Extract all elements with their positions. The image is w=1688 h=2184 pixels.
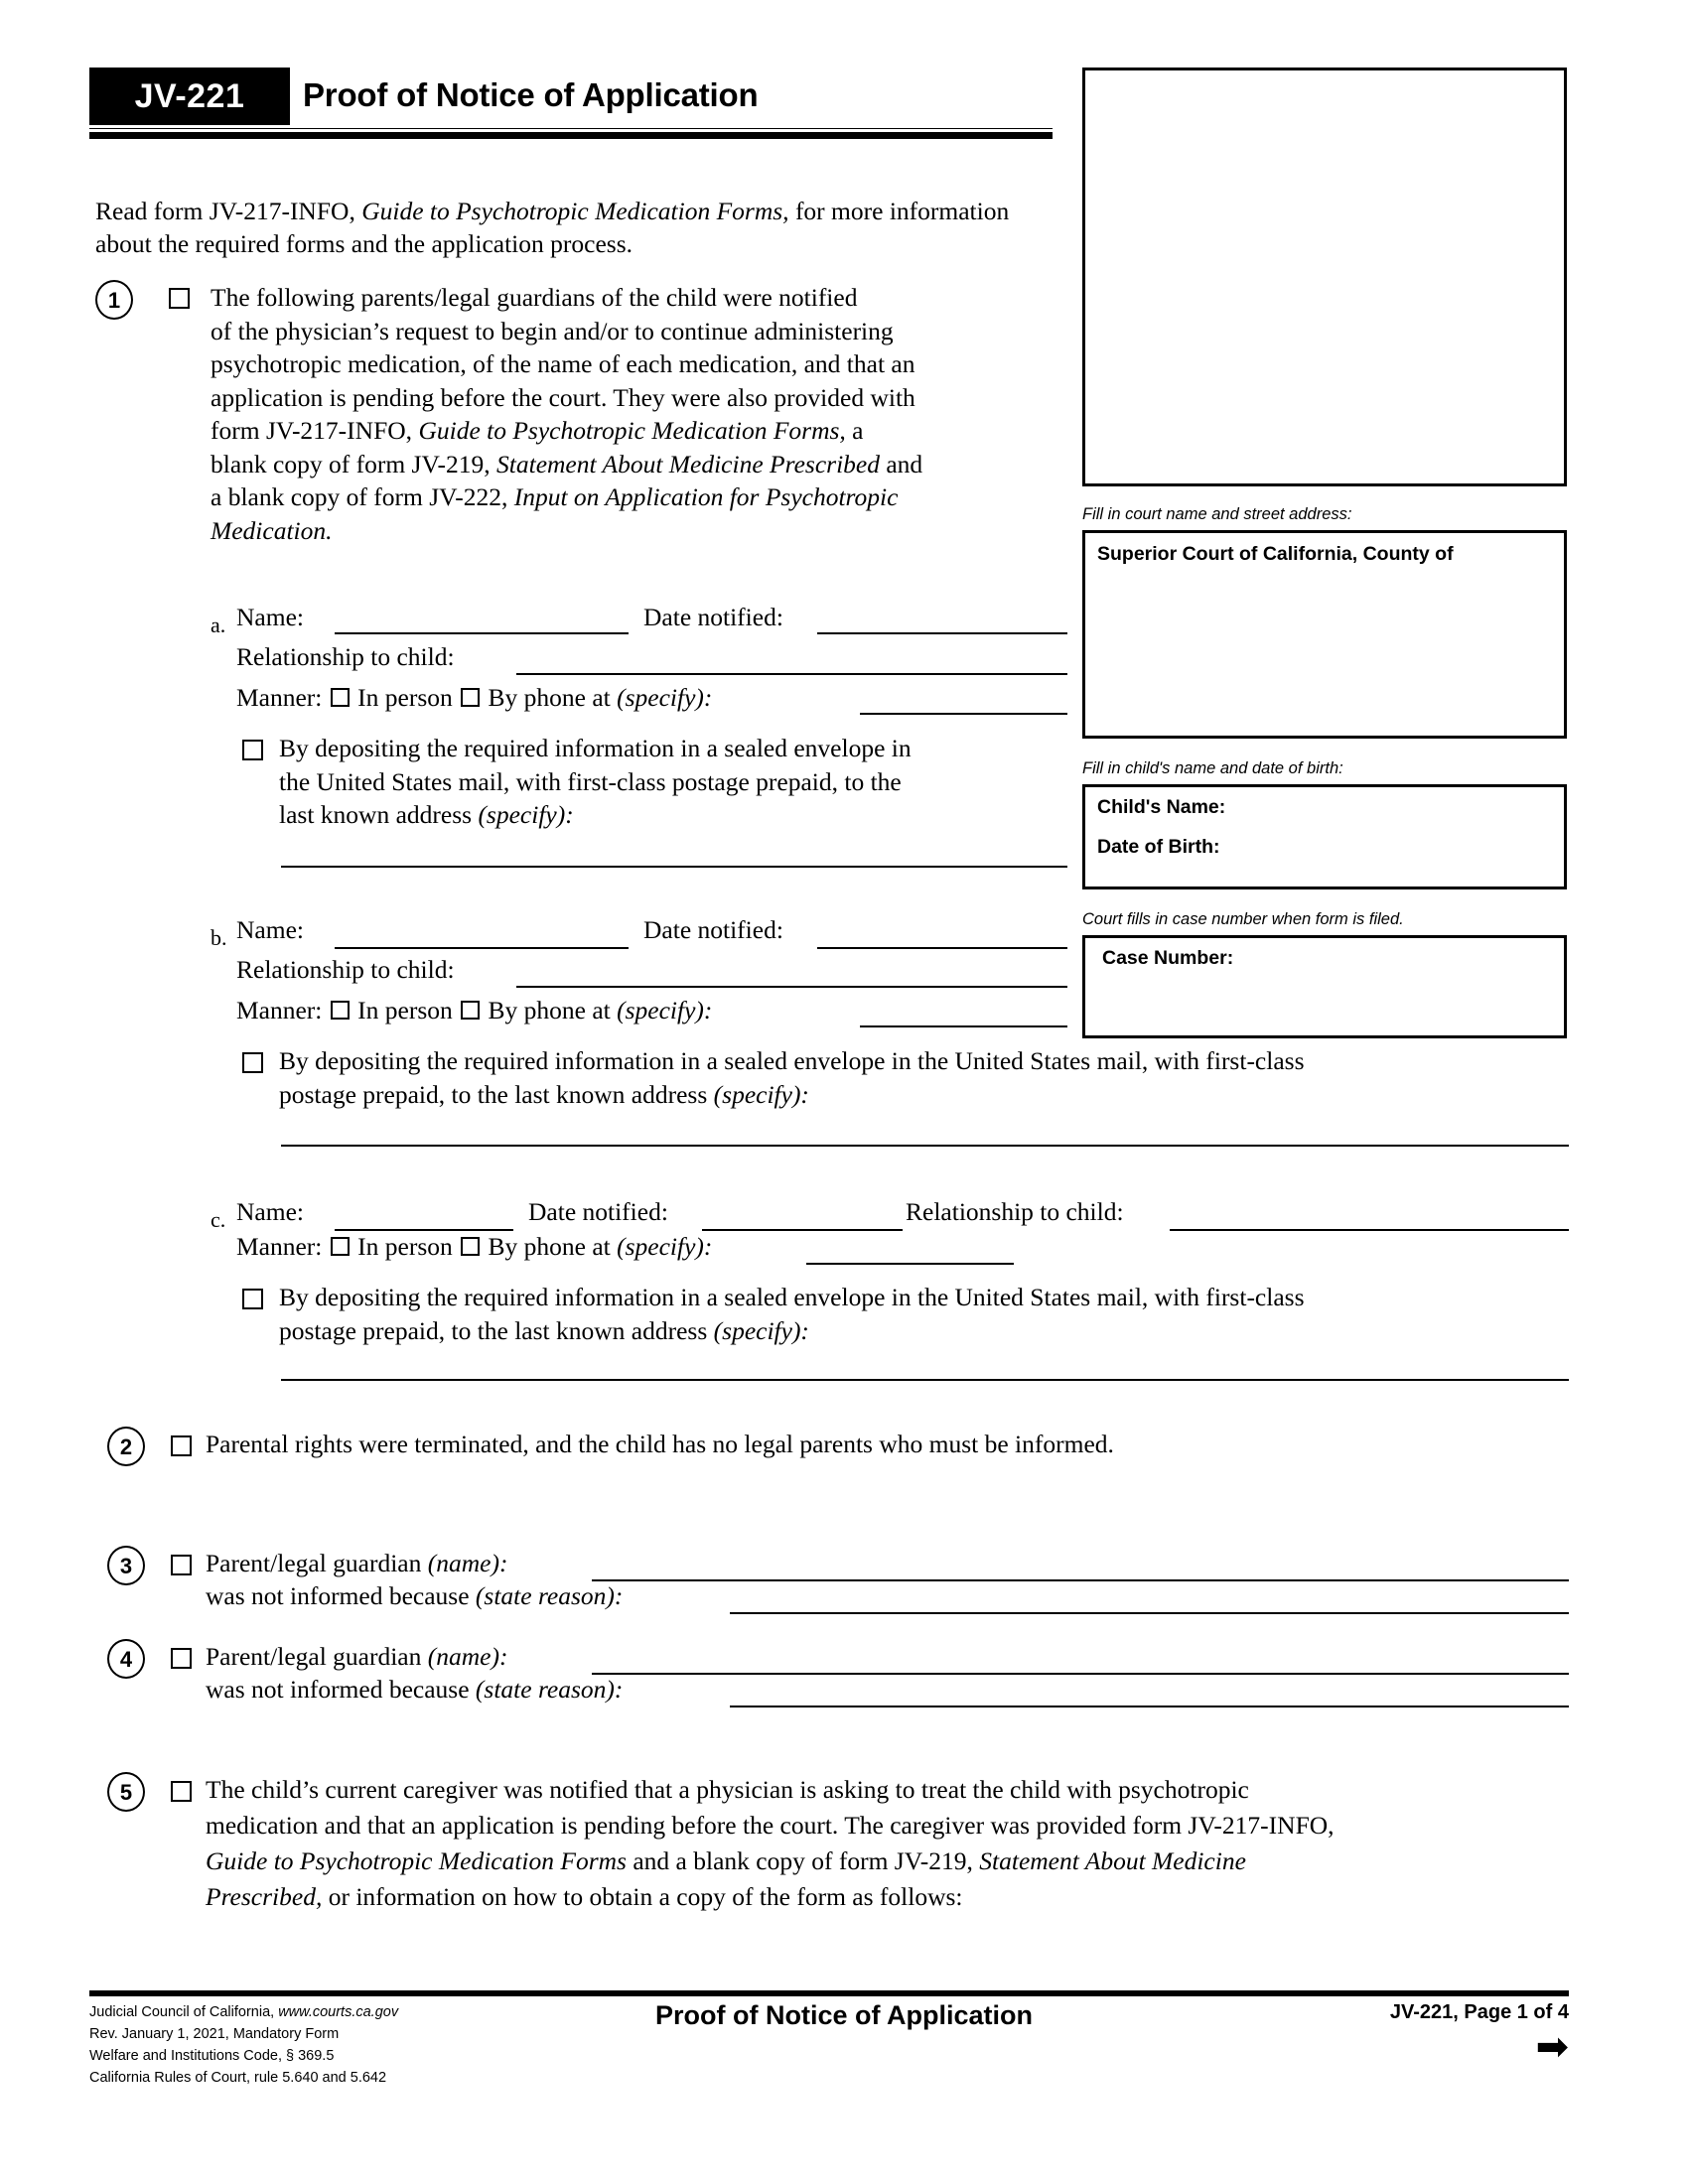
- item-5-line-3-italic-1: Guide to Psychotropic Medication Forms: [206, 1846, 627, 1875]
- subitem-b-in-person-label: In person: [357, 996, 453, 1024]
- intro-text-2: for more information about the required forms and the application process.: [95, 197, 1010, 258]
- item-1-line-5b: a: [845, 416, 864, 445]
- item-3-name-rule[interactable]: [592, 1579, 1569, 1581]
- subitem-a-mail-line-1: By depositing the required information in a sealed envelope in: [279, 734, 912, 762]
- item-4-line-2: [206, 1673, 623, 1706]
- subitem-b-in-person-checkbox[interactable]: [331, 1001, 350, 1020]
- subitem-b-date-label: Date notified:: [643, 915, 783, 944]
- item-3-reason-hint: (state reason):: [475, 1581, 624, 1610]
- subitem-b-mail-specify: (specify):: [713, 1079, 809, 1109]
- item-5-line-3-text: and a blank copy of form JV-219,: [626, 1846, 980, 1875]
- item-5-line-1: The child’s current caregiver was notified that a physician is asking to treat the child with psychotropic: [206, 1775, 1249, 1804]
- page-title: Proof of Notice of Application: [303, 76, 759, 113]
- subitem-a-name-rule[interactable]: [335, 632, 629, 634]
- child-info-caption: Fill in child's name and date of birth:: [1082, 759, 1343, 777]
- subitem-a-mail-rule[interactable]: [281, 866, 1067, 868]
- subitem-a-date-label: Date notified:: [643, 603, 783, 631]
- item-3-line-1: [206, 1547, 507, 1580]
- item-1-text: [211, 281, 1084, 547]
- subitem-c-mail-line-2: postage prepaid, to the last known address: [279, 1315, 714, 1345]
- subitem-b-name-label: Name:: [236, 915, 304, 944]
- item-1-line-6b: and: [879, 449, 923, 478]
- subitem-a-date-rule[interactable]: [817, 632, 1067, 634]
- subitem-a-manner-label: Manner:: [236, 683, 323, 712]
- subitem-c-name-label: Name:: [236, 1197, 304, 1226]
- item-5-line-4-text: or information on how to obtain a copy of the form as follows:: [322, 1882, 963, 1911]
- subitem-c-date-label: Date notified:: [528, 1197, 668, 1226]
- subitem-a-mail-checkbox[interactable]: [242, 740, 263, 760]
- item-4-reason-hint: (state reason):: [475, 1675, 624, 1704]
- item-1-line-4: application is pending before the court. They were also provided with: [211, 382, 915, 412]
- subitem-c-manner-label: Manner:: [236, 1232, 323, 1261]
- subitem-a-mail-line-3: last known address: [279, 800, 479, 829]
- subitem-a-letter: a.: [211, 613, 226, 637]
- next-page-arrow-icon: ➡: [1535, 2024, 1569, 2070]
- item-1-number: 1: [95, 280, 133, 320]
- intro-text-1: Read form JV-217-INFO,: [95, 197, 362, 225]
- item-5-number: 5: [107, 1772, 145, 1812]
- item-2-checkbox[interactable]: [171, 1435, 192, 1456]
- item-3-line-2: [206, 1579, 623, 1613]
- case-number-caption: Court fills in case number when form is filed.: [1082, 910, 1404, 928]
- item-4-number: 4: [107, 1639, 145, 1679]
- subitem-b-by-phone-specify: (specify):: [617, 996, 713, 1024]
- item-3-reason-rule[interactable]: [730, 1612, 1569, 1614]
- subitem-a-mail-line-2: the United States mail, with first-class postage prepaid, to the: [279, 766, 902, 796]
- footer-council: Judicial Council of California,: [89, 2004, 279, 2020]
- subitem-c-relationship-label: Relationship to child:: [906, 1197, 1124, 1226]
- footer-line-2: Rev. January 1, 2021, Mandatory Form: [89, 2026, 340, 2042]
- subitem-b-date-rule[interactable]: [817, 947, 1067, 949]
- item-4-text-2: was not informed because: [206, 1675, 476, 1704]
- subitem-b-relationship-rule[interactable]: [516, 986, 1067, 988]
- subitem-b-manner: [236, 994, 712, 1027]
- item-2-text: Parental rights were terminated, and the child has no legal parents who must be informed.: [206, 1430, 1114, 1458]
- item-1-line-7-italic: Input on Application for Psychotropic: [513, 482, 899, 511]
- item-1-line-3: psychotropic medication, of the name of each medication, and that an: [211, 349, 915, 378]
- item-4-line-1: [206, 1640, 507, 1674]
- subitem-c-mail-rule[interactable]: [281, 1379, 1569, 1381]
- subitem-c-letter: c.: [211, 1207, 226, 1232]
- item-2-number: 2: [107, 1427, 145, 1466]
- footer-website: www.courts.ca.gov: [278, 2004, 399, 2020]
- subitem-c-mail-checkbox[interactable]: [242, 1289, 263, 1309]
- footer-line-4: California Rules of Court, rule 5.640 and 5.642: [89, 2070, 387, 2086]
- subitem-a-manner: [236, 681, 712, 715]
- subitem-a-mail-specify: (specify):: [478, 800, 574, 829]
- item-1-line-5-italic: Guide to Psychotropic Medication Forms,: [418, 416, 846, 445]
- item-5-checkbox[interactable]: [171, 1781, 192, 1802]
- subitem-b-relationship-label: Relationship to child:: [236, 955, 455, 984]
- item-4-name-rule[interactable]: [592, 1673, 1569, 1675]
- subitem-c-date-rule[interactable]: [702, 1229, 903, 1231]
- subitem-c-manner: [236, 1230, 712, 1264]
- subitem-c-by-phone-checkbox[interactable]: [461, 1237, 480, 1256]
- child-dob-label: Date of Birth:: [1097, 836, 1220, 858]
- subitem-b-by-phone-text: By phone at: [488, 996, 618, 1024]
- subitem-a-by-phone-checkbox[interactable]: [461, 688, 480, 707]
- subitem-c-mail-line-1: By depositing the required information in a sealed envelope in the United States mail, with first-class: [279, 1283, 1305, 1311]
- clerk-stamp-box[interactable]: [1082, 68, 1567, 486]
- item-1-line-8-italic: Medication.: [211, 515, 333, 545]
- subitem-c-mail-text: [279, 1281, 1570, 1347]
- item-1-line-7a: a blank copy of form JV-222,: [211, 482, 514, 511]
- subitem-a-in-person-checkbox[interactable]: [331, 688, 350, 707]
- header-rule: [89, 132, 1053, 139]
- item-5-line-2: medication and that an application is pending before the court. The caregiver was provided form JV-217-INFO,: [206, 1811, 1335, 1840]
- item-3-number: 3: [107, 1546, 145, 1585]
- form-number-badge: JV-221: [89, 68, 290, 125]
- item-5-text: [206, 1772, 1596, 1915]
- subitem-b-letter: b.: [211, 925, 227, 950]
- item-3-name-hint: (name):: [427, 1549, 508, 1577]
- item-1-line-2: of the physician’s request to begin and/or to continue administering: [211, 316, 894, 345]
- subitem-a-relationship-label: Relationship to child:: [236, 642, 455, 671]
- subitem-b-mail-line-2: postage prepaid, to the last known address: [279, 1079, 714, 1109]
- subitem-c-by-phone-text: By phone at: [488, 1232, 618, 1261]
- subitem-a-phone-rule[interactable]: [860, 713, 1067, 715]
- subitem-b-mail-line-1: By depositing the required information in a sealed envelope in the United States mail, with first-class: [279, 1046, 1305, 1075]
- subitem-a-relationship-rule[interactable]: [516, 673, 1067, 675]
- footer-rule: [89, 1990, 1569, 1996]
- header-rule-thin: [89, 128, 1053, 129]
- subitem-c-relationship-rule[interactable]: [1170, 1229, 1569, 1231]
- subitem-a-name-label: Name:: [236, 603, 304, 631]
- subitem-b-mail-checkbox[interactable]: [242, 1052, 263, 1073]
- court-name-caption: Fill in court name and street address:: [1082, 505, 1352, 523]
- subitem-a-by-phone-text: By phone at: [488, 683, 618, 712]
- item-3-checkbox[interactable]: [171, 1555, 192, 1575]
- subitem-b-name-rule[interactable]: [335, 947, 629, 949]
- item-4-text-1: Parent/legal guardian: [206, 1642, 428, 1671]
- subitem-b-mail-rule[interactable]: [281, 1145, 1569, 1147]
- footer-title: Proof of Notice of Application: [655, 2000, 1033, 2030]
- item-3-text-1: Parent/legal guardian: [206, 1549, 428, 1577]
- subitem-b-manner-label: Manner:: [236, 996, 323, 1024]
- item-5-line-3-italic-2: Statement About Medicine: [979, 1846, 1246, 1875]
- court-name-label: Superior Court of California, County of: [1097, 543, 1454, 565]
- subitem-a-mail-text: [279, 732, 1073, 832]
- item-1-line-1: The following parents/legal guardians of the child were notified: [211, 283, 858, 312]
- case-number-label: Case Number:: [1102, 947, 1234, 969]
- subitem-a-in-person-label: In person: [357, 683, 453, 712]
- subitem-c-phone-rule[interactable]: [806, 1263, 1014, 1265]
- item-4-name-hint: (name):: [427, 1642, 508, 1671]
- footer-line-3: Welfare and Institutions Code, § 369.5: [89, 2048, 335, 2064]
- item-1-line-5a: form JV-217-INFO,: [211, 416, 419, 445]
- item-4-checkbox[interactable]: [171, 1648, 192, 1669]
- intro-italic-1: Guide to Psychotropic Medication Forms,: [361, 197, 789, 225]
- subitem-b-by-phone-checkbox[interactable]: [461, 1001, 480, 1020]
- item-3-text-2: was not informed because: [206, 1581, 476, 1610]
- subitem-a-by-phone-specify: (specify):: [617, 683, 713, 712]
- child-name-label: Child's Name:: [1097, 796, 1226, 818]
- footer-page-label: JV-221, Page 1 of 4: [1389, 2001, 1569, 2023]
- item-5-line-4-italic: Prescribed,: [206, 1882, 323, 1911]
- intro-paragraph: [95, 195, 1058, 260]
- subitem-c-mail-specify: (specify):: [713, 1315, 809, 1345]
- item-4-reason-rule[interactable]: [730, 1706, 1569, 1707]
- subitem-b-mail-text: [279, 1044, 1570, 1111]
- subitem-b-phone-rule[interactable]: [860, 1025, 1067, 1027]
- item-1-line-6a: blank copy of form JV-219,: [211, 449, 497, 478]
- subitem-c-in-person-checkbox[interactable]: [331, 1237, 350, 1256]
- subitem-c-by-phone-specify: (specify):: [617, 1232, 713, 1261]
- item-1-checkbox[interactable]: [169, 288, 190, 309]
- subitem-c-in-person-label: In person: [357, 1232, 453, 1261]
- item-1-line-6-italic: Statement About Medicine Prescribed: [496, 449, 880, 478]
